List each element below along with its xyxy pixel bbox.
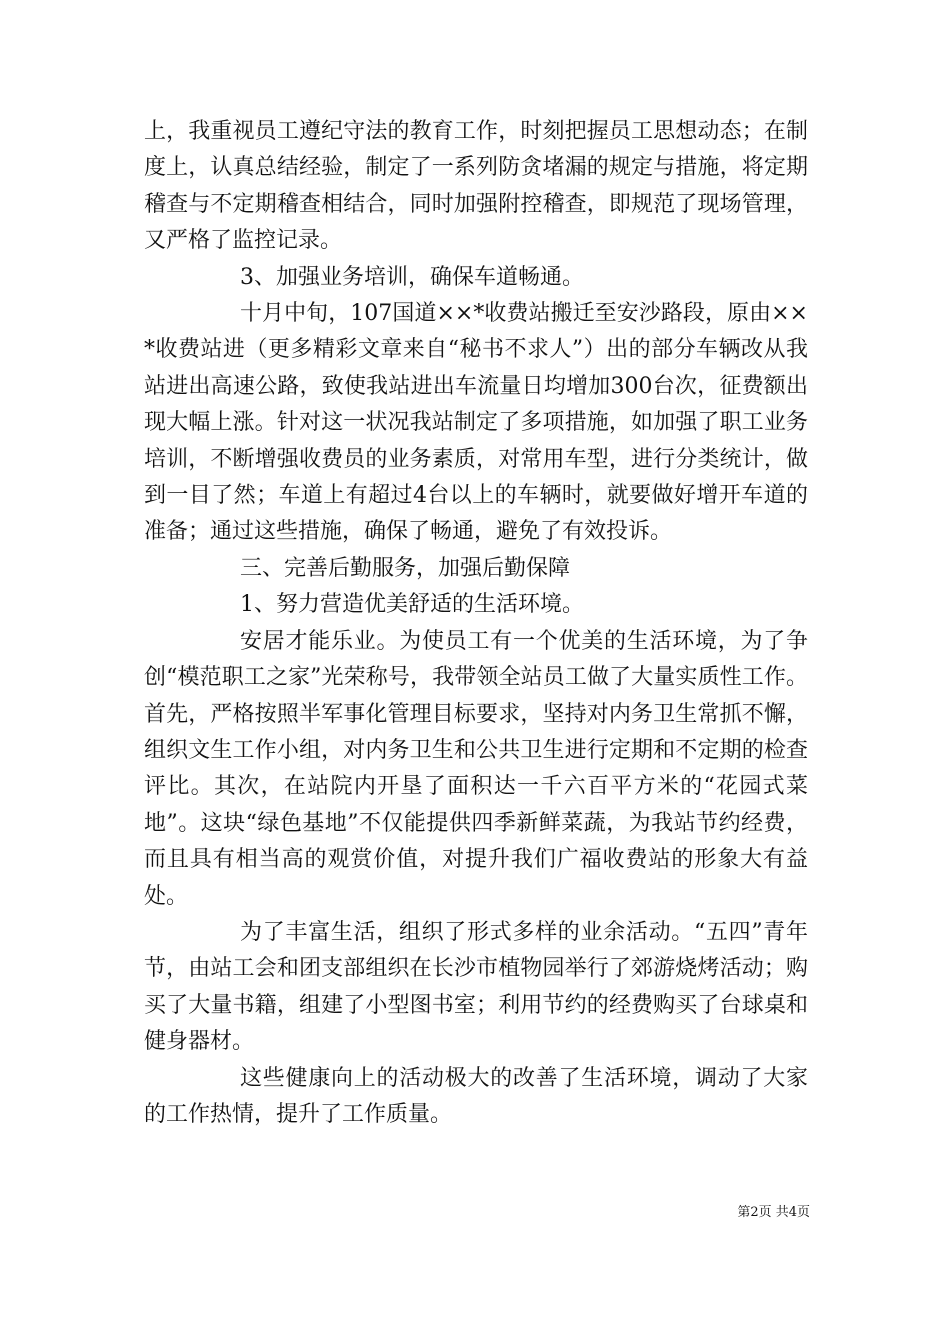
paragraph-1: 上，我重视员工遵纪守法的教育工作，时刻把握员工思想动态；在制度上，认真总结经验，制定了一系列防贪堵漏的规定与措施，将定期稽查与不定期稽查相结合，同时加强附控稽查，即规范了现场管理，又严格了监控记录。: [144, 119, 808, 254]
paragraph-heading-1: 1、努力营造优美舒适的生活环境。: [240, 592, 584, 618]
paragraph-3: 安居才能乐业。为使员工有一个优美的生活环境，为了争创“模范职工之家”光荣称号，我带领全站员工做了大量实质性工作。首先，严格按照半军事化管理目标要求，坚持对内务卫生常抓不懈，组织文生工作小组，对内务卫生和公共卫生进行定期和不定期的检查评比。其次，在站院内开垦了面积达一千六百平方米的“花园式菜地”。这块“绿色基地”不仅能提供四季新鲜菜蔬，为我站节约经费，而且具有相当高的观赏价值，对提升我们广福收费站的形象大有益处。: [144, 628, 808, 909]
section-heading-3: 三、完善后勤服务，加强后勤保障: [240, 555, 571, 581]
document-body: [144, 114, 808, 1133]
paragraph-5: 这些健康向上的活动极大的改善了生活环境，调动了大家的工作热情，提升了工作质量。: [144, 1065, 808, 1127]
paragraph-4: 为了丰富生活，组织了形式多样的业余活动。“五四”青年节，由站工会和团支部组织在长沙市植物园举行了郊游烧烤活动；购买了大量书籍，组建了小型图书室；利用节约的经费购买了台球桌和健身器材。: [144, 919, 808, 1055]
paragraph-2: 十月中旬，107国道××*收费站搬迁至安沙路段，原由××*收费站进（更多精彩文章来自“秘书不求人”）出的部分车辆改从我站进出高速公路，致使我站进出车流量日均增加300台次，征费额出现大幅上涨。针对这一状况我站制定了多项措施，如加强了职工业务培训，不断增强收费员的业务素质，对常用车型，进行分类统计，做到一目了然；车道上有超过4台以上的车辆时，就要做好增开车道的准备；通过这些措施，确保了畅通，避免了有效投诉。: [144, 301, 808, 545]
page-number-footer: 第2页 共4页: [737, 1205, 810, 1220]
paragraph-heading-3: 3、加强业务培训，确保车道畅通。: [240, 264, 584, 290]
